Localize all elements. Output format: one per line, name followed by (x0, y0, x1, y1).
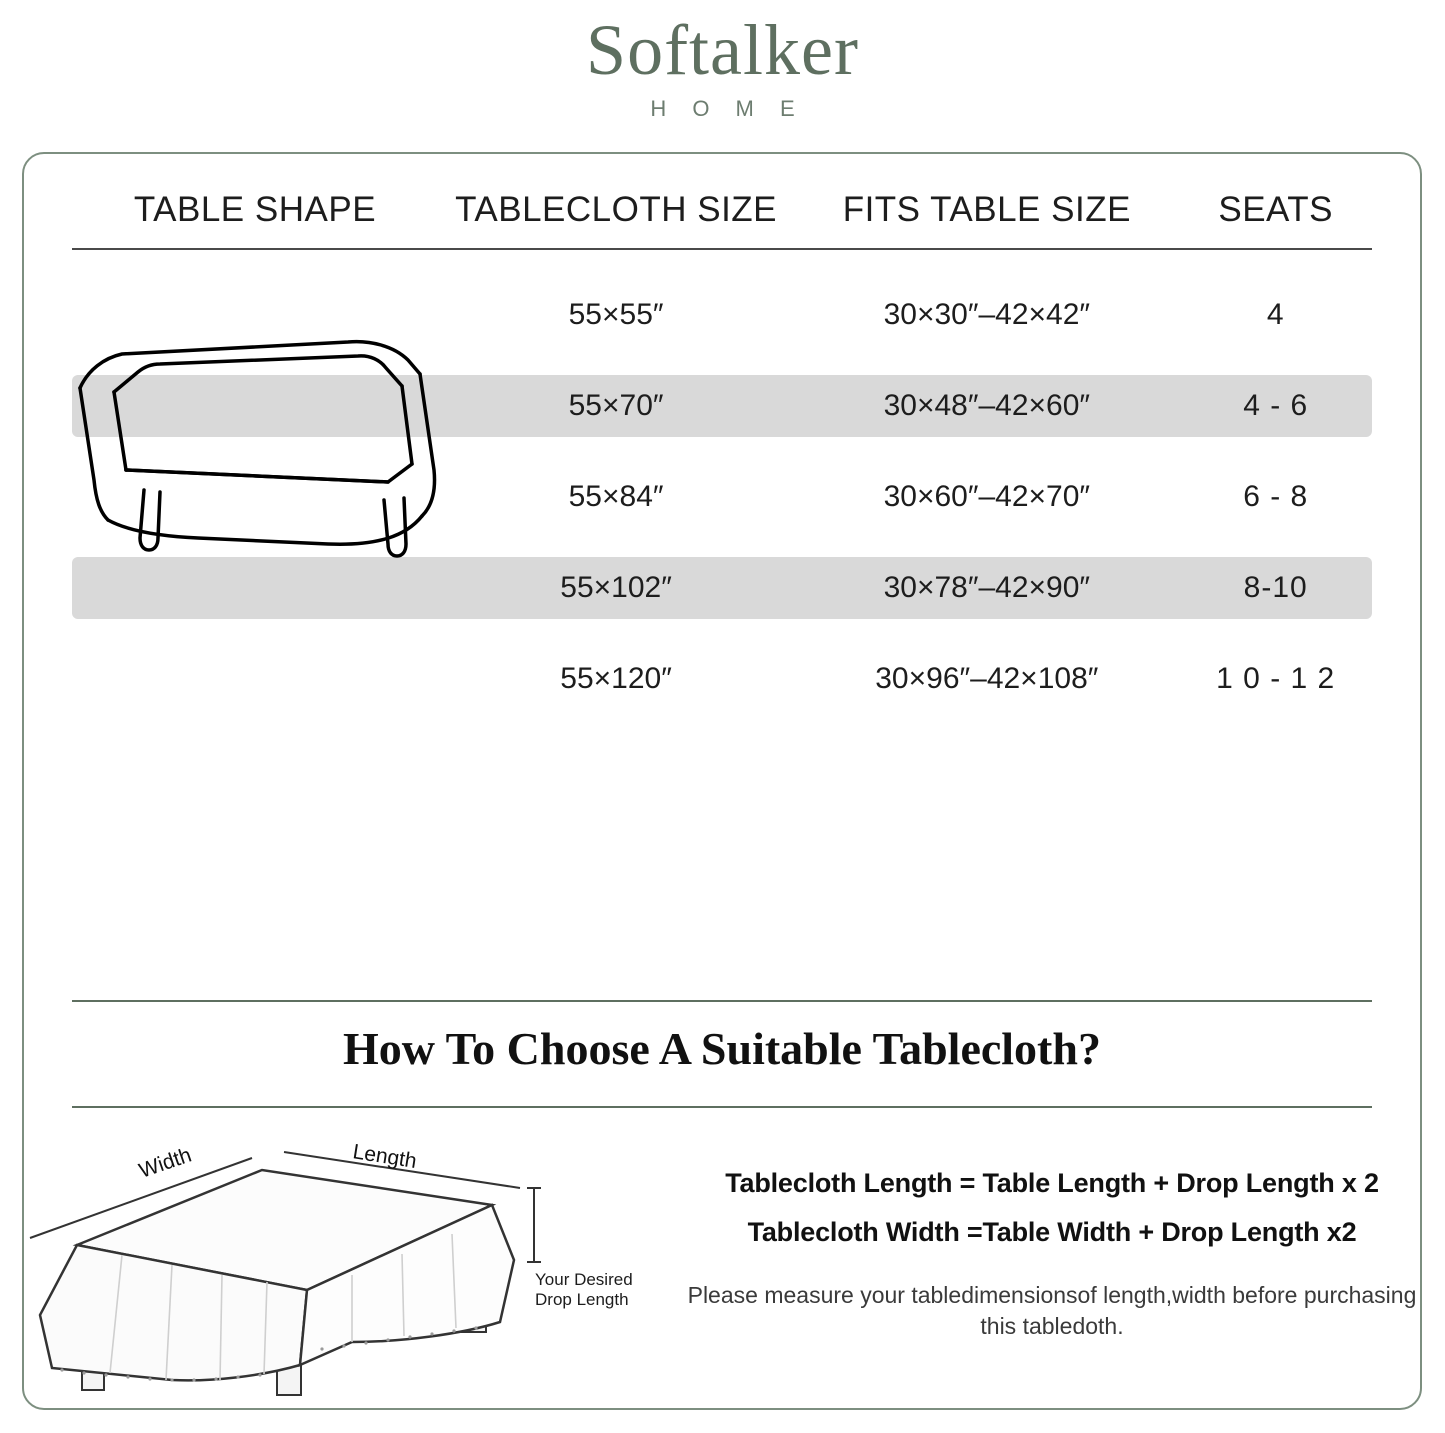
tablecloth-measurement-diagram (22, 1130, 682, 1400)
cell-tablecloth-size: 55×84″ (568, 480, 664, 513)
measure-note: Please measure your tabledimensionsof length,width before purchasing this tabledoth. (687, 1282, 1417, 1340)
cell-tablecloth-size: 55×120″ (560, 662, 672, 695)
cell-fits-table-size: 30×60″–42×70″ (883, 480, 1091, 513)
svg-text:Width: Width (136, 1143, 195, 1183)
cell-seats: 4 (1266, 298, 1285, 331)
howto-divider-top (72, 1000, 1372, 1002)
cell-tablecloth-size: 55×70″ (568, 389, 664, 422)
cell-seats: 4 - 6 (1243, 389, 1309, 422)
rectangular-table-with-tablecloth-icon (48, 330, 448, 560)
formula-length: Tablecloth Length = Table Length + Drop Length x 2 (725, 1168, 1379, 1198)
table-row (72, 648, 1372, 710)
column-header-table-shape: TABLE SHAPE (133, 190, 377, 229)
cell-seats: 6 - 8 (1243, 480, 1309, 513)
brand-name: Softalker (586, 10, 859, 90)
cell-fits-table-size: 30×30″–42×42″ (883, 298, 1091, 331)
cell-fits-table-size: 30×96″–42×108″ (875, 662, 1099, 695)
column-header-seats: SEATS (1218, 190, 1334, 229)
size-chart-header-row (22, 152, 1422, 248)
cell-seats: 1 0 - 1 2 (1216, 662, 1336, 695)
cell-fits-table-size: 30×78″–42×90″ (883, 571, 1091, 604)
column-header-tablecloth-size: TABLECLOTH SIZE (455, 190, 778, 229)
howto-divider-bottom (72, 1106, 1372, 1108)
formula-width: Tablecloth Width =Table Width + Drop Length x2 (747, 1217, 1357, 1247)
cell-seats: 8-10 (1243, 571, 1308, 604)
howto-text (682, 1130, 1422, 1400)
howto-body (22, 1130, 1422, 1400)
cell-tablecloth-size: 55×102″ (560, 571, 672, 604)
brand-subtitle: H O M E (650, 96, 805, 121)
drop-length-label-line1: Your Desired (535, 1270, 633, 1289)
brand-header (0, 0, 1445, 122)
table-row (72, 557, 1372, 619)
howto-title: How To Choose A Suitable Tablecloth? (343, 1023, 1101, 1074)
drop-length-label-line2: Drop Length (535, 1290, 629, 1310)
column-header-fits-table-size: FITS TABLE SIZE (842, 190, 1131, 229)
cell-tablecloth-size: 55×55″ (568, 298, 664, 331)
drop-length-label (535, 1270, 685, 1311)
cell-fits-table-size: 30×48″–42×60″ (883, 389, 1091, 422)
svg-text:Length: Length (351, 1140, 419, 1173)
